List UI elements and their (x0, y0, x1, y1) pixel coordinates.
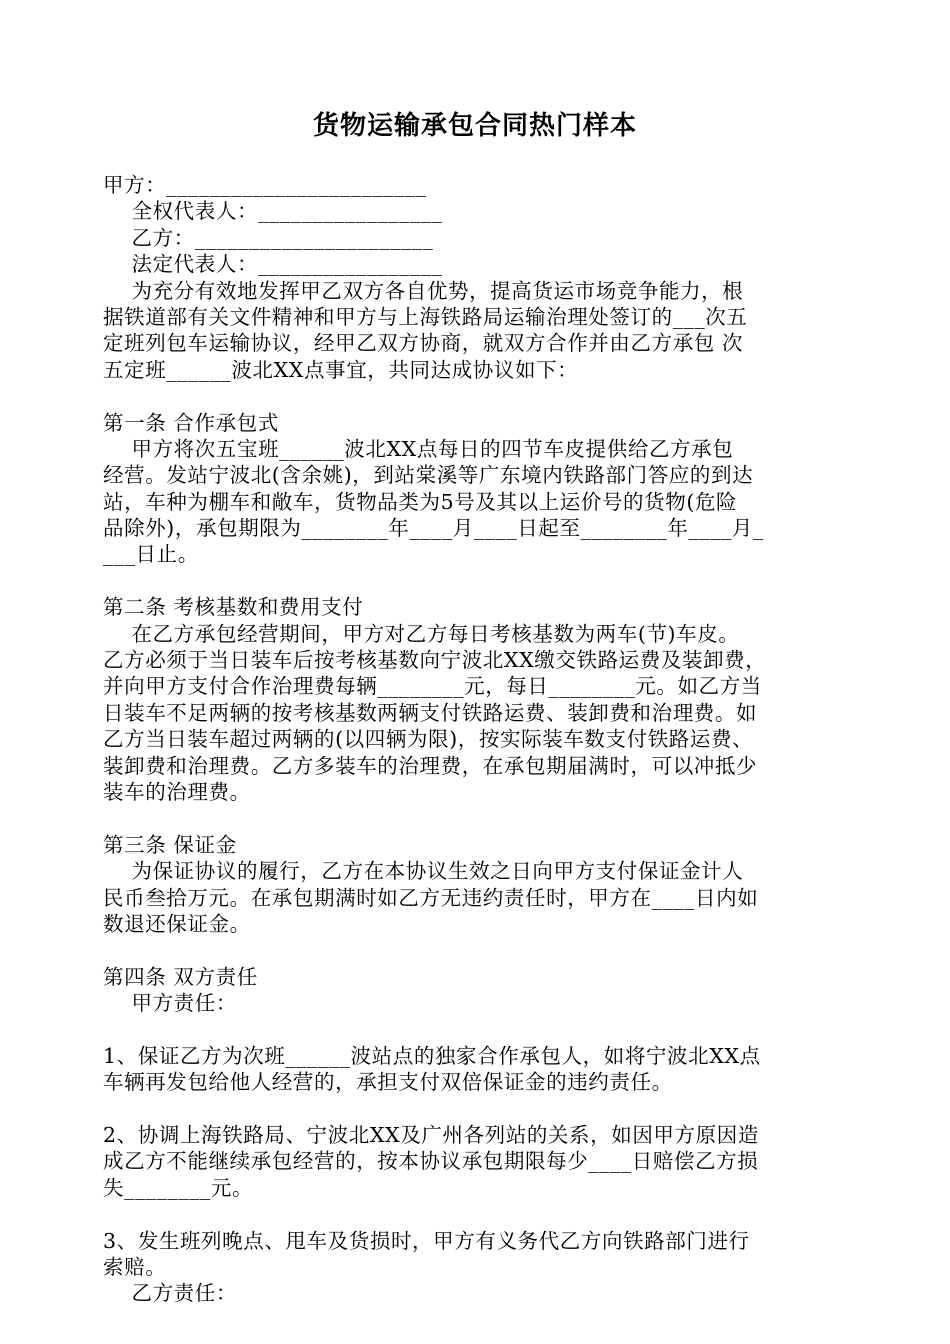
text-line: 站，车种为棚车和敞车，货物品类为5号及其以上运价号的货物(危险 (103, 489, 738, 514)
blank-line (103, 568, 853, 594)
text-line: 并向甲方支付合作治理费每辆________元，每日________元。如乙方当 (103, 674, 762, 699)
text-line: 乙方必须于当日装车后按考核基数向宁波北XX缴交铁路运费及装卸费， (103, 648, 767, 673)
blank-line (103, 937, 853, 963)
text-line: 日装车不足两辆的按考核基数两辆支付铁路运费、装卸费和治理费。如 (103, 700, 758, 725)
document-body (103, 172, 853, 1307)
text-line: 索赔。 (103, 1255, 167, 1280)
text-line: 乙方：______________________ (103, 225, 434, 250)
text-line: 在乙方承包经营期间，甲方对乙方每日考核基数为两车(节)车皮。 (103, 621, 740, 646)
text-line: 甲方将次五宝班______波北XX点每日的四节车皮提供给乙方承包 (103, 436, 734, 461)
blank-line (103, 1201, 853, 1227)
text-line: 成乙方不能继续承包经营的，按本协议承包期限每少____日赔偿乙方损 (103, 1149, 759, 1174)
text-line: 车辆再发包给他人经营的，承担支付双倍保证金的违约责任。 (103, 1070, 673, 1095)
text-line: 为充分有效地发挥甲乙双方各自优势，提高货运市场竞争能力，根 (103, 278, 744, 303)
blank-line (103, 1017, 853, 1043)
text-line: 定班列包车运输协议，经甲乙双方协商，就双方合作并由乙方承包 次 (103, 331, 744, 356)
text-line: 乙方当日装车超过两辆的(以四辆为限)，按实际装车数支付铁路运费、 (103, 727, 754, 752)
text-line: 全权代表人：_________________ (103, 199, 443, 224)
text-line: 甲方责任： (103, 991, 237, 1016)
text-line: 甲方：________________________ (103, 173, 427, 197)
text-line: 第三条 保证金 (103, 832, 237, 857)
text-line: 为保证协议的履行，乙方在本协议生效之日向甲方支付保证金计人 (103, 859, 744, 884)
text-line: 第四条 双方责任 (103, 964, 258, 989)
blank-line (103, 805, 853, 831)
document-title: 货物运输承包合同热门样本 (312, 111, 637, 141)
text-line: 数退还保证金。 (103, 911, 251, 936)
text-line: 第二条 考核基数和费用支付 (103, 595, 364, 620)
text-line: 乙方责任： (103, 1281, 237, 1306)
text-line: 第一条 合作承包式 (103, 410, 279, 435)
text-line: 五定班______波北XX点事宜，共同达成协议如下： (103, 357, 579, 382)
text-line: 法定代表人：_________________ (103, 252, 443, 277)
text-line: 经营。发站宁波北(含余姚)，到站棠溪等广东境内铁路部门答应的到达 (103, 463, 754, 488)
text-line: 装车的治理费。 (103, 779, 251, 804)
text-line: ___日止。 (103, 542, 199, 567)
text-line: 3、发生班列晚点、甩车及货损时，甲方有义务代乙方向铁路部门进行 (103, 1228, 750, 1253)
text-line: 1、保证乙方为次班______波站点的独家合作承包人，如将宁波北XX点 (103, 1043, 761, 1068)
blank-line (103, 1096, 853, 1122)
text-line: 失________元。 (103, 1175, 254, 1200)
text-line: 据铁道部有关文件精神和甲方与上海铁路局运输治理处签订的___次五 (103, 304, 748, 329)
text-line: 民币叁拾万元。在承包期满时如乙方无违约责任时，甲方在____日内如 (103, 885, 759, 910)
text-line: 装卸费和治理费。乙方多装车的治理费，在承包期届满时，可以冲抵少 (103, 753, 758, 778)
text-line: 2、协调上海铁路局、宁波北XX及广州各列站的关系，如因甲方原因造 (103, 1123, 759, 1148)
blank-line (103, 383, 853, 409)
text-line: 品除外)，承包期限为________年____月____日起至________年____月_ (103, 516, 764, 541)
